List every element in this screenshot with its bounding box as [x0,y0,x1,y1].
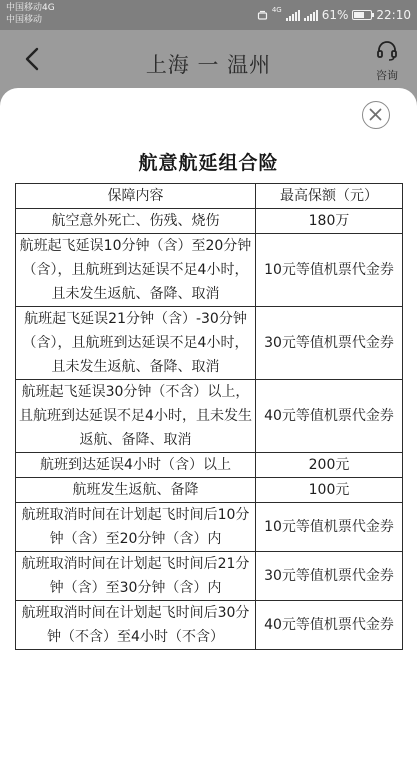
coverage-item: 航班发生返航、备降 [16,478,256,503]
table-row [16,552,403,601]
battery-icon [352,10,372,20]
coverage-amount: 200元 [256,453,403,478]
network-type-label: 4G [271,6,282,14]
table-row [16,503,403,552]
status-indicators [257,6,411,24]
coverage-amount: 10元等值机票代金券 [256,503,403,552]
table-row [16,380,403,453]
coverage-amount: 40元等值机票代金券 [256,601,403,650]
coverage-amount: 10元等值机票代金券 [256,234,403,307]
coverage-item: 航班起飞延误10分钟（含）至20分钟（含），且航班到达延误不足4小时，且未发生返航、备降、取消 [16,234,256,307]
battery-percent: 61% [321,8,349,22]
column-header-coverage: 保障内容 [16,184,256,209]
table-row [16,478,403,503]
alarm-icon [257,10,268,21]
table-row [16,601,403,650]
signal-strength-icon-2 [304,10,318,21]
column-header-amount: 最高保额（元） [256,184,403,209]
coverage-amount: 100元 [256,478,403,503]
table-row [16,234,403,307]
signal-strength-icon [286,10,300,21]
headset-icon [375,39,399,63]
coverage-amount: 40元等值机票代金券 [256,380,403,453]
carrier-secondary: 中国移动 [6,15,43,25]
clock-time: 22:10 [376,8,411,22]
coverage-table [15,183,403,650]
status-bar [0,0,417,30]
table-row [16,209,403,234]
table-row [16,453,403,478]
coverage-item: 航班取消时间在计划起飞时间后10分钟（含）至20分钟（含）内 [16,503,256,552]
carrier-primary: 中国移动4G [6,3,55,13]
sheet-title: 航意航延组合险 [138,152,279,174]
close-icon [363,102,388,127]
coverage-item: 航班取消时间在计划起飞时间后21分钟（含）至30分钟（含）内 [16,552,256,601]
close-button[interactable] [362,101,390,129]
coverage-item: 航班起飞延误21分钟（含）-30分钟（含），且航班到达延误不足4小时，且未发生返航、备降、取消 [16,307,256,380]
coverage-item: 航班取消时间在计划起飞时间后30分钟（不含）至4小时（不含） [16,601,256,650]
coverage-item: 航空意外死亡、伤残、烧伤 [16,209,256,234]
table-header-row [16,184,403,209]
coverage-item: 航班起飞延误30分钟（不含）以上，且航班到达延误不足4小时，且未发生返航、备降、取消 [16,380,256,453]
route-title: 上海 一 温州 [145,53,272,77]
coverage-amount: 180万 [256,209,403,234]
insurance-detail-sheet [0,88,417,778]
top-nav-bar [0,30,417,92]
table-row [16,307,403,380]
coverage-item: 航班到达延误4小时（含）以上 [16,453,256,478]
consult-label: 咨询 [376,69,398,82]
coverage-amount: 30元等值机票代金券 [256,307,403,380]
coverage-amount: 30元等值机票代金券 [256,552,403,601]
consult-button[interactable] [367,39,407,81]
